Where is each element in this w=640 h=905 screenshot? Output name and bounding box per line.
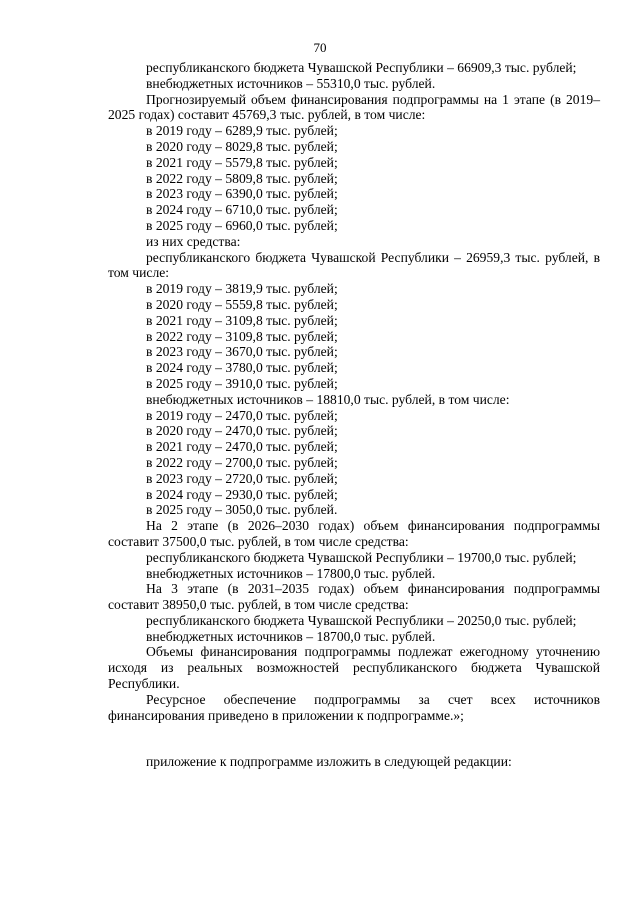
paragraph: внебюджетных источников – 18810,0 тыс. рублей, в том числе:	[146, 391, 510, 407]
list-item: в 2019 году – 6289,9 тыс. рублей;	[146, 123, 338, 139]
list-item: в 2023 году – 6390,0 тыс. рублей;	[146, 186, 338, 202]
list-item: в 2020 году – 2470,0 тыс. рублей;	[146, 423, 338, 439]
list-item: в 2022 году – 3109,8 тыс. рублей;	[146, 328, 338, 344]
paragraph: На 3 этапе (в 2031–2035 годах) объем финансирования подпрограммы составит 38950,0 тыс. рублей, в том числе средства:	[108, 581, 600, 613]
paragraph: Ресурсное обеспечение подпрограммы за счет всех источников финансирования приведено в приложении к подпрограмме.»;	[108, 691, 600, 723]
list-item: в 2025 году – 3050,0 тыс. рублей.	[146, 502, 338, 518]
list-item: в 2019 году – 3819,9 тыс. рублей;	[146, 281, 338, 297]
list-item: в 2021 году – 3109,8 тыс. рублей;	[146, 312, 338, 328]
list-item: в 2021 году – 2470,0 тыс. рублей;	[146, 439, 338, 455]
paragraph: республиканского бюджета Чувашской Республики – 66909,3 тыс. рублей;	[146, 60, 577, 75]
list-item: в 2022 году – 2700,0 тыс. рублей;	[146, 454, 338, 470]
list-item: в 2019 году – 2470,0 тыс. рублей;	[146, 407, 338, 423]
blank-line	[108, 723, 600, 754]
list-item: в 2025 году – 3910,0 тыс. рублей;	[146, 375, 338, 391]
document-body	[108, 60, 600, 770]
paragraph: из них средства:	[146, 233, 241, 249]
paragraph: республиканского бюджета Чувашской Республики – 26959,3 тыс. рублей, в том числе:	[108, 249, 600, 281]
list-item: в 2023 году – 3670,0 тыс. рублей;	[146, 344, 338, 360]
list-item: в 2024 году – 3780,0 тыс. рублей;	[146, 360, 338, 376]
list-item: в 2023 году – 2720,0 тыс. рублей;	[146, 470, 338, 486]
paragraph: Объемы финансирования подпрограммы подлежат ежегодному уточнению исходя из реальных возможностей республиканского бюджета Чувашской Республики.	[108, 644, 600, 692]
list-item: в 2024 году – 6710,0 тыс. рублей;	[146, 202, 338, 218]
paragraph: внебюджетных источников – 18700,0 тыс. рублей.	[146, 628, 436, 644]
list-item: в 2020 году – 8029,8 тыс. рублей;	[146, 138, 338, 154]
paragraph: приложение к подпрограмме изложить в следующей редакции:	[146, 754, 512, 770]
paragraph: На 2 этапе (в 2026–2030 годах) объем финансирования подпрограммы составит 37500,0 тыс. рублей, в том числе средства:	[108, 518, 600, 549]
paragraph: внебюджетных источников – 17800,0 тыс. рублей.	[146, 565, 436, 581]
paragraph: внебюджетных источников – 55310,0 тыс. рублей.	[146, 75, 436, 91]
list-item: в 2025 году – 6960,0 тыс. рублей;	[146, 217, 338, 233]
list-item: в 2021 году – 5579,8 тыс. рублей;	[146, 154, 338, 170]
paragraph: Прогнозируемый объем финансирования подпрограммы на 1 этапе (в 2019–2025 годах) составит 45769,3 тыс. рублей, в том числе:	[108, 91, 600, 123]
paragraph: республиканского бюджета Чувашской Республики – 20250,0 тыс. рублей;	[146, 612, 577, 628]
list-item: в 2020 году – 5559,8 тыс. рублей;	[146, 296, 338, 312]
paragraph: республиканского бюджета Чувашской Республики – 19700,0 тыс. рублей;	[146, 549, 577, 565]
page-number: 70	[313, 40, 327, 55]
list-item: в 2022 году – 5809,8 тыс. рублей;	[146, 170, 338, 186]
list-item: в 2024 году – 2930,0 тыс. рублей;	[146, 486, 338, 502]
